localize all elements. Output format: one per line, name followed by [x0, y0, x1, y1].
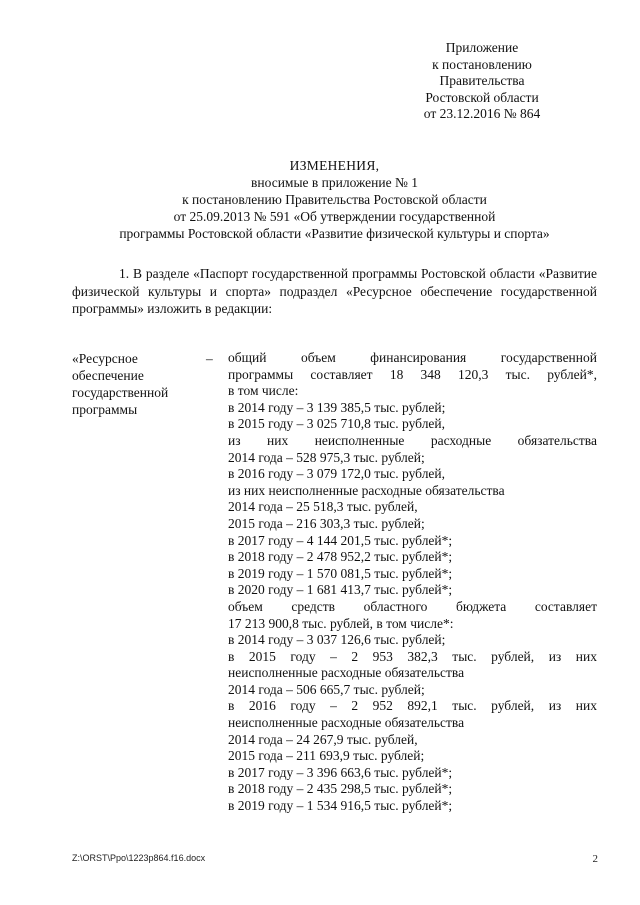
content-line: в 2014 году – 3 037 126,6 тыс. рублей;: [228, 632, 446, 648]
content-line: неисполненные расходные обязательства: [228, 665, 465, 681]
label-line: обеспечение: [72, 368, 144, 383]
content-line: 2015 года – 216 303,3 тыс. рублей;: [228, 515, 425, 531]
file-path: Z:\ORST\Ppo\1223p864.f16.docx: [72, 853, 206, 863]
section-label: [72, 350, 192, 418]
label-line: государственной: [72, 385, 169, 400]
content-line: программы составляет 18 348 120,3 тыс. рублей*,: [228, 366, 597, 382]
content-line: 2014 года – 528 975,3 тыс. рублей;: [228, 449, 425, 465]
content-line: в том числе:: [228, 383, 299, 399]
content-line: в 2019 году – 1 570 081,5 тыс. рублей*;: [228, 565, 453, 581]
title-line: от 25.09.2013 № 591 «Об утверждении государственной: [173, 209, 496, 224]
title-line: программы Ростовской области «Развитие физической культуры и спорта»: [119, 226, 550, 241]
intro-text: 1. В разделе «Паспорт государственной программы Ростовской области «Развитие физической культуры и спорта» подраздел «Ресурсное обеспечение государственной программы» изложить в редакции:: [72, 266, 597, 316]
content-line: в 2018 году – 2 478 952,2 тыс. рублей*;: [228, 549, 453, 565]
content-line: объем средств областного бюджета составляет: [228, 598, 597, 614]
title-caps: ИЗМЕНЕНИЯ,: [289, 158, 380, 173]
section-dash: –: [206, 351, 213, 366]
content-line: общий объем финансирования государственной: [228, 350, 597, 365]
content-line: из них неисполненные расходные обязательства: [228, 432, 597, 448]
content-line: в 2020 году – 1 681 413,7 тыс. рублей*;: [228, 582, 453, 598]
intro-paragraph: [72, 265, 597, 318]
header-line: Ростовской области: [425, 89, 539, 105]
content-line: 2014 года – 24 267,9 тыс. рублей,: [228, 731, 418, 747]
content-line: в 2018 году – 2 435 298,5 тыс. рублей*;: [228, 781, 453, 797]
document-title: [72, 157, 597, 242]
title-line: вносимые в приложение № 1: [251, 175, 418, 190]
content-line: из них неисполненные расходные обязательства: [228, 482, 505, 498]
content-line: в 2017 году – 4 144 201,5 тыс. рублей*;: [228, 532, 453, 548]
content-line: 2014 года – 25 518,3 тыс. рублей,: [228, 499, 418, 515]
label-line: «Ресурсное: [72, 351, 138, 366]
section-content: [228, 350, 597, 815]
content-line: в 2019 году – 1 534 916,5 тыс. рублей*;: [228, 798, 453, 814]
content-line: 2015 года – 211 693,9 тыс. рублей;: [228, 748, 425, 764]
header-line: от 23.12.2016 № 864: [423, 106, 541, 121]
content-line: в 2014 году – 3 139 385,5 тыс. рублей;: [228, 399, 446, 415]
content-line: 2014 года – 506 665,7 тыс. рублей;: [228, 681, 425, 697]
content-line: в 2016 году – 2 952 892,1 тыс. рублей, из них: [228, 698, 597, 714]
header-line: Приложение: [445, 40, 519, 55]
approval-header: [397, 40, 567, 123]
page-number: 2: [592, 853, 598, 865]
header-line: к постановлению: [432, 56, 532, 72]
title-line: к постановлению Правительства Ростовской области: [182, 192, 487, 207]
content-line: в 2016 году – 3 079 172,0 тыс. рублей,: [228, 466, 446, 482]
content-line: неисполненные расходные обязательства: [228, 715, 465, 731]
content-line: в 2015 году – 2 953 382,3 тыс. рублей, из них: [228, 648, 597, 664]
content-line: в 2015 году – 3 025 710,8 тыс. рублей,: [228, 416, 446, 432]
header-line: Правительства: [439, 73, 525, 88]
content-line: 17 213 900,8 тыс. рублей, в том числе*:: [228, 615, 454, 631]
label-line: программы: [72, 402, 138, 417]
content-line: в 2017 году – 3 396 663,6 тыс. рублей*;: [228, 764, 453, 780]
